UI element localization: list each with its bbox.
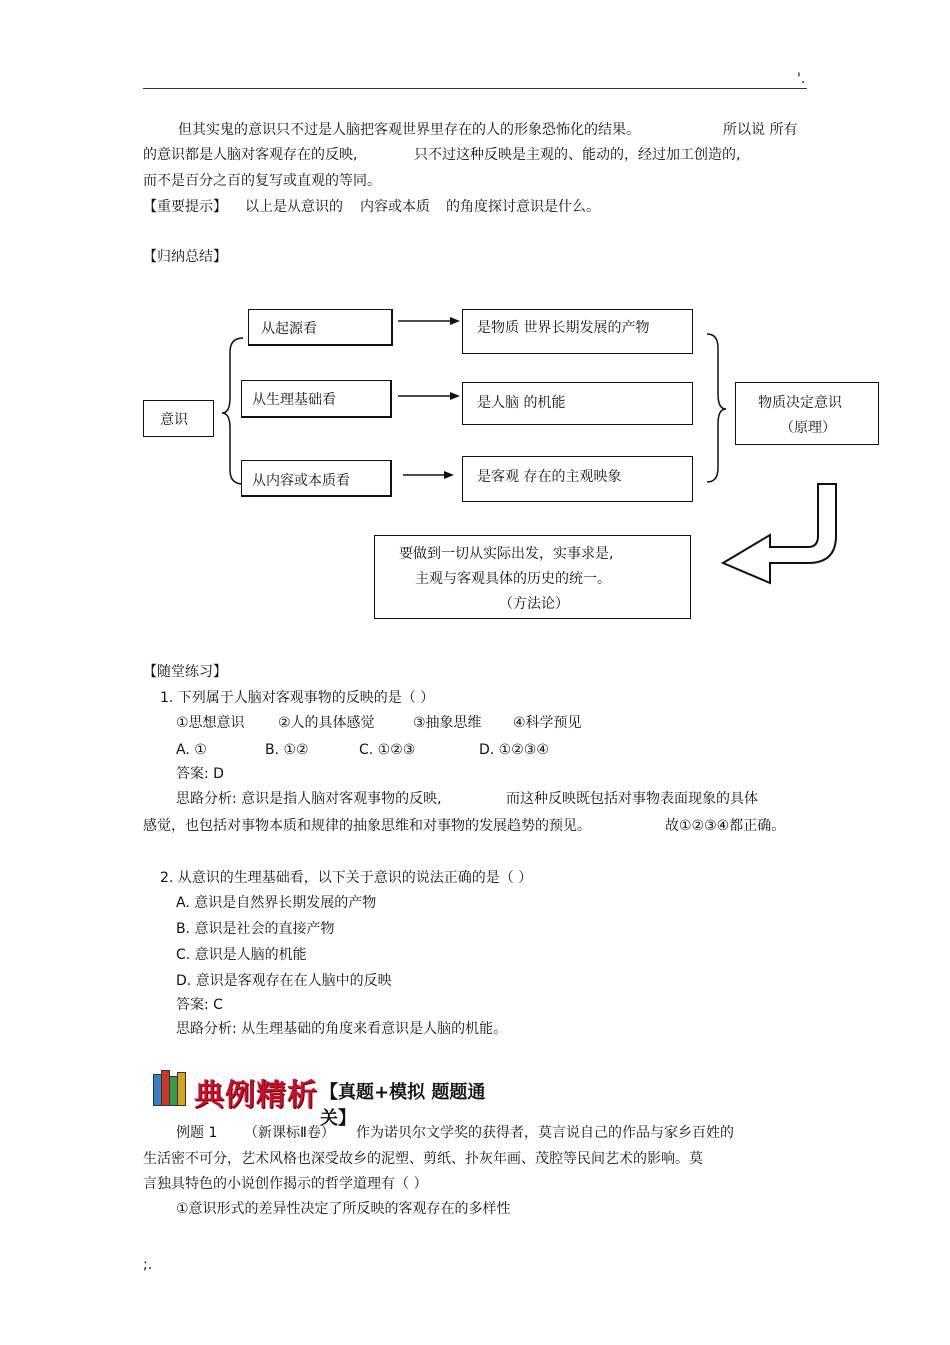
- question-2: 2. 从意识的生理基础看，以下关于意识的说法正确的是（ ）: [160, 870, 533, 886]
- box-label: 意识: [160, 412, 188, 428]
- paragraph-line: 而不是百分之百的复写或直观的等同。: [143, 173, 381, 189]
- section-banner: [152, 1068, 512, 1129]
- practice-label: 【随堂练习】: [143, 664, 227, 680]
- q1-option: A. ①: [176, 742, 207, 758]
- box-label: 物质决定意识: [758, 395, 842, 411]
- box-methodology: [374, 535, 691, 619]
- example-text: 作为诺贝尔文学奖的获得者，莫言说自己的作品与家乡百姓的: [356, 1125, 734, 1141]
- curved-arrow: [723, 484, 836, 583]
- box-label: 要做到一切从实际出发，实事求是,: [399, 546, 614, 562]
- box-label: （原理）: [780, 420, 836, 436]
- example-source: （新课标Ⅱ卷）: [244, 1125, 335, 1141]
- question-1: 1. 下列属于人脑对客观事物的反映的是（ ）: [160, 690, 435, 706]
- box-consciousness: [143, 400, 214, 437]
- arrow-3-head: [444, 471, 454, 479]
- footer-mark: ;.: [143, 1257, 153, 1273]
- example-text: 生活密不可分，艺术风格也深受故乡的泥塑、剪纸、扑灰年画、茂腔等民间艺术的影响。莫: [143, 1151, 703, 1167]
- box-subjective-image: [462, 456, 693, 502]
- tip-label: 【重要提示】: [143, 199, 227, 215]
- tip-text: 的角度探讨意识是什么。: [446, 199, 600, 215]
- q1-analysis: 感觉，也包括对事物本质和规律的抽象思维和对事物的发展趋势的预见。: [143, 818, 591, 834]
- box-label: 从内容或本质看: [252, 473, 350, 489]
- box-brain-function: [462, 382, 693, 425]
- box-label: 从生理基础看: [252, 392, 336, 408]
- q2-option: D. 意识是客观存在在人脑中的反映: [176, 973, 392, 989]
- q2-option: C. 意识是人脑的机能: [176, 947, 307, 963]
- box-label: 主观与客观具体的历史的统一。: [415, 571, 611, 587]
- summary-label: 【归纳总结】: [143, 249, 227, 265]
- box-label: 是人脑 的机能: [477, 395, 566, 411]
- tip-text: 内容或本质: [360, 199, 430, 215]
- box-label: 从起源看: [261, 321, 317, 337]
- q2-analysis: 思路分析: 从生理基础的角度来看意识是人脑的机能。: [176, 1021, 508, 1037]
- right-brace: [707, 334, 726, 482]
- books-icon: [152, 1070, 188, 1106]
- q1-item: ③抽象思维: [413, 715, 482, 731]
- example-label: 例题 1: [176, 1125, 218, 1141]
- q1-item: ④科学预见: [513, 715, 582, 731]
- q1-analysis: 思路分析: 意识是指人脑对客观事物的反映,: [176, 791, 442, 807]
- q2-option: B. 意识是社会的直接产物: [176, 921, 335, 937]
- q1-answer: 答案: D: [176, 766, 224, 782]
- banner-title: 典例精析: [194, 1078, 318, 1113]
- header-mark: '.: [797, 71, 806, 87]
- q1-option: B. ①②: [265, 742, 309, 758]
- q1-option: C. ①②③: [359, 742, 416, 758]
- box-physiological: [241, 380, 392, 418]
- q1-analysis: 故①②③④都正确。: [665, 818, 786, 834]
- box-label: （方法论）: [499, 596, 569, 612]
- q2-answer: 答案: C: [176, 997, 223, 1013]
- paragraph-line: 但其实鬼的意识只不过是人脑把客观世界里存在的人的形象恐怖化的结果。: [178, 122, 640, 138]
- q1-analysis: 而这种反映既包括对事物表面现象的具体: [506, 791, 758, 807]
- arrow-1-head: [450, 317, 460, 325]
- box-label: 是客观 存在的主观映象: [477, 469, 622, 485]
- box-product: [462, 309, 693, 354]
- tip-text: 以上是从意识的: [245, 199, 343, 215]
- banner-subtitle: 【真题+模拟 题题通关】: [320, 1082, 486, 1129]
- example-text: 言独具特色的小说创作揭示的哲学道理有（ ）: [143, 1176, 428, 1192]
- arrow-2-head: [450, 392, 460, 400]
- q1-item: ①思想意识: [176, 715, 245, 731]
- example-item: ①意识形式的差异性决定了所反映的客观存在的多样性: [176, 1201, 511, 1217]
- paragraph-line: 所以说 所有: [723, 122, 798, 138]
- box-principle: [735, 382, 879, 445]
- q2-option: A. 意识是自然界长期发展的产物: [176, 895, 377, 911]
- box-origin: [248, 309, 393, 346]
- paragraph-line: 的意识都是人脑对客观存在的反映,: [143, 147, 358, 163]
- q1-item: ②人的具体感觉: [278, 715, 375, 731]
- paragraph-line: 只不过这种反映是主观的、能动的，经过加工创造的,: [414, 147, 741, 163]
- box-content: [241, 460, 392, 497]
- box-label: 是物质 世界长期发展的产物: [477, 320, 650, 336]
- left-brace: [222, 338, 243, 484]
- q1-option: D. ①②③④: [479, 742, 549, 758]
